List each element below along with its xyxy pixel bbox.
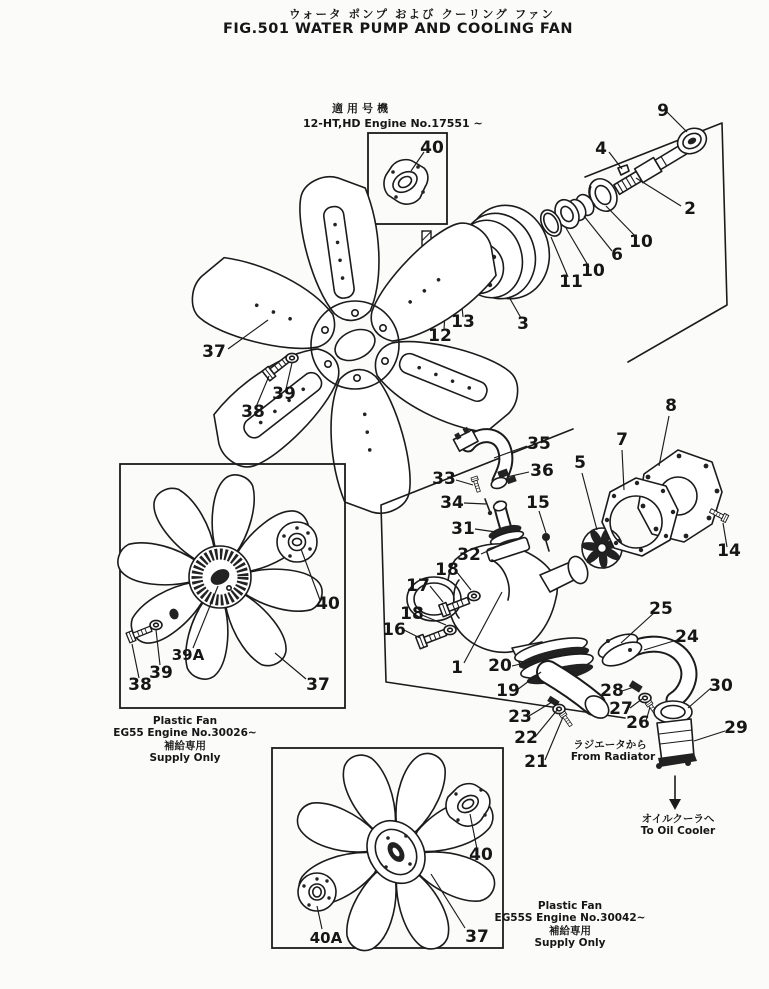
pin-15-art — [542, 533, 550, 551]
applicable-serial-en: 12-HT,HD Engine No.17551 ~ — [303, 117, 483, 130]
part-label-4: 4 — [595, 139, 607, 159]
left-caption-line3: 補給専用 — [164, 740, 206, 752]
part-label-19: 19 — [496, 681, 520, 701]
part-label-39-left: 39 — [149, 663, 173, 683]
part-label-10b: 10 — [581, 261, 605, 281]
part-label-37-bottom: 37 — [465, 927, 489, 947]
part-label-24: 24 — [675, 627, 699, 647]
oil-cooler-connector-art — [654, 701, 697, 769]
part-label-22: 22 — [514, 728, 538, 748]
part-label-21: 21 — [524, 752, 548, 772]
applicable-serial-jp: 適用号機 — [332, 102, 392, 115]
part-label-3: 3 — [517, 314, 529, 334]
part-label-15: 15 — [526, 493, 550, 513]
gasket-art — [602, 478, 678, 556]
part-label-6: 6 — [611, 245, 623, 265]
part-label-39: 39 — [272, 384, 296, 404]
part-label-37: 37 — [202, 342, 226, 362]
part-label-26: 26 — [626, 713, 650, 733]
part-label-30: 30 — [709, 676, 733, 696]
part-label-28: 28 — [600, 681, 624, 701]
part-label-38-left: 38 — [128, 675, 152, 695]
bottom-caption-line2: EG55S Engine No.30042~ — [494, 912, 646, 924]
from-radiator-jp: ラジエータから — [573, 739, 647, 751]
part-label-18b: 18 — [400, 604, 424, 624]
left-caption-line2: EG55 Engine No.30026~ — [113, 727, 257, 739]
part-label-40-left: 40 — [316, 594, 340, 614]
title-japanese: ウォータ ポンプ および クーリング ファン — [288, 7, 556, 21]
part-label-33: 33 — [432, 469, 456, 489]
plastic-fan-art — [114, 471, 325, 682]
bottom-caption-line4: Supply Only — [534, 937, 606, 949]
part-label-20: 20 — [488, 656, 512, 676]
spacer-plate-40A-art — [298, 873, 336, 911]
part-label-8: 8 — [665, 396, 677, 416]
part-label-12: 12 — [428, 326, 452, 346]
bolt-16-art — [416, 627, 448, 649]
part-label-9: 9 — [657, 101, 669, 121]
part-label-25: 25 — [649, 599, 673, 619]
part-label-11: 11 — [559, 272, 583, 292]
part-label-27: 27 — [609, 699, 633, 719]
spacer-plate-art — [277, 522, 317, 562]
part-label-34: 34 — [440, 493, 464, 513]
figure-title — [223, 7, 573, 37]
left-inset-box — [113, 464, 345, 764]
part-label-37-left: 37 — [306, 675, 330, 695]
title-english: FIG.501 WATER PUMP AND COOLING FAN — [222, 21, 574, 37]
bottom-inset-box — [272, 747, 645, 957]
part-label-5: 5 — [574, 453, 586, 473]
part-label-10a: 10 — [629, 232, 653, 252]
left-caption-line4: Supply Only — [149, 752, 221, 764]
part-label-7: 7 — [616, 430, 628, 450]
part-label-17: 17 — [406, 576, 430, 596]
stud-34-art — [485, 499, 492, 515]
to-oil-cooler-jp: オイルクーラへ — [641, 813, 715, 825]
part-label-40-top: 40 — [420, 138, 444, 158]
part-label-16: 16 — [382, 620, 406, 640]
part-label-2: 2 — [684, 199, 696, 219]
part-label-1: 1 — [451, 658, 463, 678]
part-label-14: 14 — [717, 541, 741, 561]
part-label-29: 29 — [724, 718, 748, 738]
inset-washer-art — [150, 620, 162, 629]
from-radiator-en: From Radiator — [570, 751, 656, 763]
part-label-40A: 40A — [309, 929, 343, 947]
part-label-40-bottom: 40 — [469, 845, 493, 865]
fan-hub-40-art — [384, 160, 428, 204]
bottom-caption-line1: Plastic Fan — [537, 900, 603, 912]
to-oil-cooler-en: To Oil Cooler — [640, 825, 716, 837]
part-label-13: 13 — [451, 312, 475, 332]
part-label-23: 23 — [508, 707, 532, 727]
part-label-35: 35 — [527, 434, 551, 454]
washer-18b-art — [444, 625, 456, 634]
part-label-36: 36 — [530, 461, 554, 481]
left-caption-line1: Plastic Fan — [152, 715, 218, 727]
part-label-18a: 18 — [435, 560, 459, 580]
part-label-39A: 39A — [171, 646, 205, 664]
fan-washer-art — [286, 353, 298, 362]
part-label-38: 38 — [241, 402, 265, 422]
to-oil-cooler-arrow — [669, 776, 681, 810]
part-label-31: 31 — [451, 519, 475, 539]
part-label-32: 32 — [457, 545, 481, 565]
washer-18a-art — [468, 591, 480, 600]
bottom-caption-line3: 補給専用 — [549, 925, 591, 937]
